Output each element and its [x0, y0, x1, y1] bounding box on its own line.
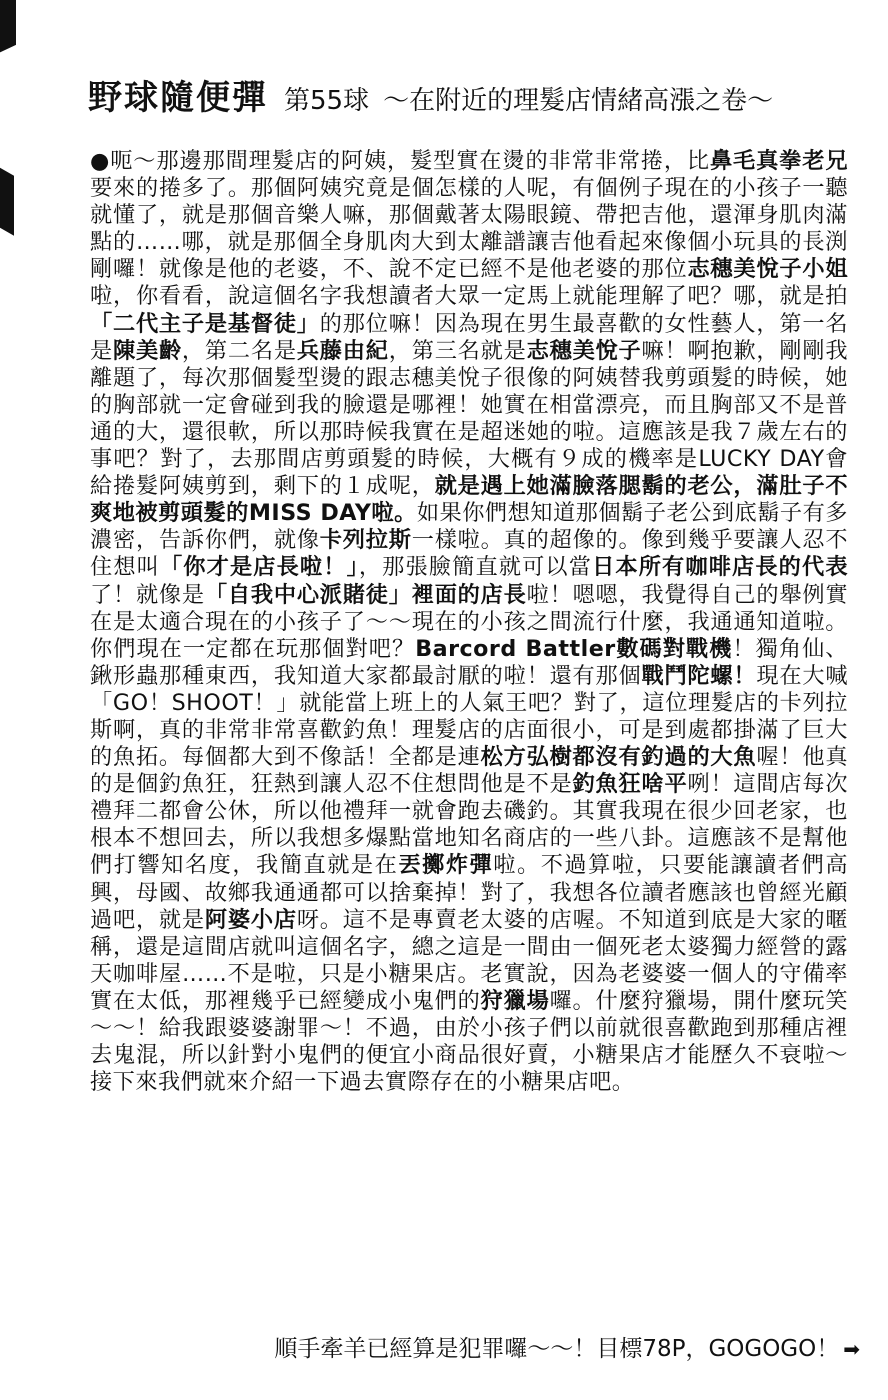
body-segment: 一樣啦。真的超像的。像到幾乎要讓人忍不住想叫 [90, 527, 849, 581]
body-emphasis: 「自我中心派賭徒」裡面的店長 [204, 581, 527, 608]
episode-number: 第55球 [284, 86, 370, 116]
body-emphasis: 阿婆小店 [204, 906, 297, 933]
body-emphasis: 「二代主子是基督徒」 [90, 310, 320, 337]
article-body [90, 148, 848, 1096]
footer-note [274, 1330, 860, 1363]
body-emphasis: 鼻毛真拳老兄 [709, 148, 849, 174]
body-segment: ，那張臉簡直就可以當 [358, 554, 593, 581]
body-emphasis: 「你才是店長啦！」 [159, 554, 359, 581]
body-emphasis: 志穗美悅子小姐 [687, 256, 849, 283]
body-emphasis: 兵藤由紀 [296, 337, 389, 364]
arrow-right-icon: ➡ [843, 1337, 860, 1361]
body-segment: 呀。這不是專賣老太婆的店喔。不知道到底是大家的暱稱，還是這間店就叫這個名字，總之這是一間由一個死老太婆獨力經營的露天咖啡屋……不是啦，只是小糖果店。老實說，因為老婆婆一個人的守備率實在太低，那裡幾乎已經變成小鬼們的 [90, 906, 849, 1014]
article-header [88, 70, 848, 119]
body-segment: 喔！他真的是個釣魚狂，狂熱到讓人忍不住想問他是不是 [90, 744, 849, 798]
edge-decoration-mid [0, 164, 14, 236]
body-emphasis: 就是遇上她滿臉落腮鬍的老公，滿肚子不爽地被剪頭髮的MISS DAY啦。 [90, 473, 849, 527]
body-emphasis: 釣魚狂啥平 [572, 771, 688, 798]
series-title: 野球隨便彈 [88, 78, 268, 118]
body-emphasis: 狩獵場 [480, 987, 550, 1014]
body-segment: 啦。不過算啦，只要能讓讀者們高興，母國、故鄉我通通都可以捨棄掉！對了，我想各位讀者應該也曾經光顧過吧，就是 [90, 852, 849, 933]
footer-text: 順手牽羊已經算是犯罪囉～～！目標78P，GOGOGO！ [274, 1336, 840, 1362]
body-emphasis: 卡列拉斯 [319, 527, 412, 554]
body-segment: 咧！這間店每次禮拜二都會公休，所以他禮拜一就會跑去磯釣。其實我現在很少回老家，也根本不想回去，所以我想多爆點當地知名商店的一些八卦。這應該不是幫他們打響知名度，我簡直就是在 [90, 771, 849, 879]
body-segment: 現在大喊「GO！SHOOT！」就能當上班上的人氣王吧？對了，這位理髮店的卡列拉斯啊，真的非常非常喜歡釣魚！理髮店的店面很小，可是到處都掛滿了巨大的魚拓。每個都大到不像話！全都是連 [90, 662, 849, 771]
body-emphasis: 陳美齡 [112, 337, 182, 364]
body-segment: 啦，你看看，說這個名字我想讀者大眾一定馬上就能理解了吧？哪，就是拍 [90, 283, 848, 310]
body-segment: 如果你們想知道那個鬍子老公到底鬍子有多濃密，告訴你們，就像 [90, 500, 848, 554]
body-segment: 的那位嘛！因為現在男生最喜歡的女性藝人，第一名是 [90, 310, 849, 364]
body-emphasis: 志穗美悅子 [526, 337, 642, 364]
body-segment: ，第三名就是 [388, 337, 527, 364]
body-emphasis: 松方弘樹都沒有釣過的大魚 [480, 744, 757, 771]
body-segment: ●呃～那邊那間理髮店的阿姨，髮型實在燙的非常非常捲，比 [90, 148, 710, 174]
edge-decoration-top [0, 0, 16, 55]
body-emphasis: 戰鬥陀螺！ [641, 662, 757, 689]
body-segment: 了！就像是 [90, 581, 205, 608]
body-segment: ，第二名是 [181, 337, 297, 364]
body-emphasis: Barcord Battler數碼對戰機 [415, 635, 733, 662]
episode-subtitle: ～在附近的理髮店情緒高漲之卷～ [383, 86, 774, 116]
body-segment: 囉。什麼狩獵場，開什麼玩笑～～！給我跟婆婆謝罪～！不過，由於小孩子們以前就很喜歡跑到那種店裡去鬼混，所以針對小鬼們的便宜小商品很好賣，小糖果店才能歷久不衰啦～接下來我們就來介紹一下過去實際存在的小糖果店吧。 [90, 987, 849, 1096]
body-segment: 要來的捲多了。那個阿姨究竟是個怎樣的人呢，有個例子現在的小孩子一聽就懂了，就是那個音樂人嘛，那個戴著太陽眼鏡、帶把吉他，還渾身肌肉滿點的……哪，就是那個全身肌肉大到太離譜讓吉他看起來像個小玩具的長渕剛囉！就像是他的老婆，不、說不定已經不是他老婆的那位 [90, 175, 848, 283]
body-segment: ！獨角仙、鍬形蟲那種東西，我知道大家都最討厭的啦！還有那個 [90, 635, 848, 689]
body-emphasis: 日本所有咖啡店長的代表 [592, 554, 849, 581]
body-emphasis: 丟擲炸彈 [398, 852, 494, 879]
body-segment: 嘛！啊抱歉，剛剛我離題了，每次那個髮型燙的跟志穗美悅子很像的阿姨替我剪頭髮的時候，她的胸部就一定會碰到我的臉還是哪裡！她實在相當漂亮，而且胸部又不是普通的大，還很軟，所以那時候我實在是超迷她的啦。這應該是我７歲左右的事吧？對了，去那間店剪頭髮的時候，大概有９成的機率是LUCKY DAY會給捲髮阿姨剪到，剩下的１成呢， [90, 337, 849, 500]
body-segment: 啦！嗯嗯，我覺得自己的舉例實在是太適合現在的小孩子了～～現在的小孩之間流行什麼，我通通知道啦。你們現在一定都在玩那個對吧？ [90, 581, 849, 662]
